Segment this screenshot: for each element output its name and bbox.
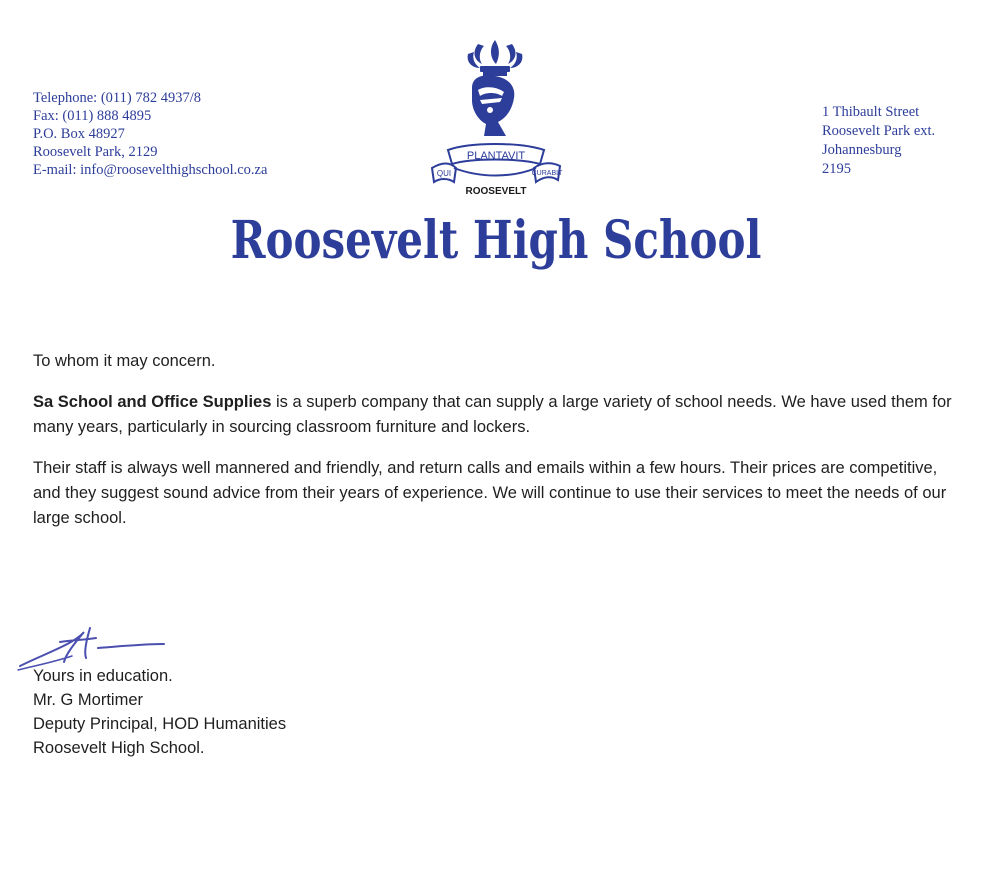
signatory-name: Mr. G Mortimer [33,691,143,709]
crest-motto-left: QUI [436,169,452,178]
fax-line: Fax: (011) 888 4895 [33,108,152,124]
address-line: Johannesburg [822,142,902,158]
closing: Yours in education. [33,667,173,685]
paragraph-1-text: is a superb company that can supply a large variety of school needs. We have used them for many years, particularly in sourcing classroom furniture and lockers. [33,393,952,436]
address-line: 2195 [822,161,851,177]
school-name-heading [230,198,762,288]
crest-motto-top: PLANTAVIT [466,150,526,162]
salutation: To whom it may concern. [33,352,216,370]
contact-details [33,89,267,179]
sign-off [33,664,286,760]
letter-body [33,349,968,547]
company-name: Sa School and Office Supplies [33,393,272,411]
address-line: Roosevelt Park ext. [822,123,936,139]
paragraph-1 [33,390,968,440]
paragraph-2: Their staff is always well mannered and friendly, and return calls and emails within a few hours. Their prices are competitive, and they suggest sound advice from their years of experience. We will continue to use their services to meet the needs of our large school. [33,459,947,527]
school-crest-logo [420,38,570,200]
school-name-text: Roosevelt High School [230,209,762,272]
crest-motto-right: CURABIT [531,170,563,177]
email-line: E-mail: info@roosevelthighschool.co.za [33,162,268,178]
postal-city-line: Roosevelt Park, 2129 [33,144,158,160]
signatory-title: Deputy Principal, HOD Humanities [33,715,287,733]
po-box-line: P.O. Box 48927 [33,126,125,142]
telephone-line: Telephone: (011) 782 4937/8 [33,90,201,106]
signatory-school: Roosevelt High School. [33,739,205,757]
crest-name: ROOSEVELT [465,186,527,197]
address-line: 1 Thibault Street [822,104,920,120]
street-address [822,103,935,179]
